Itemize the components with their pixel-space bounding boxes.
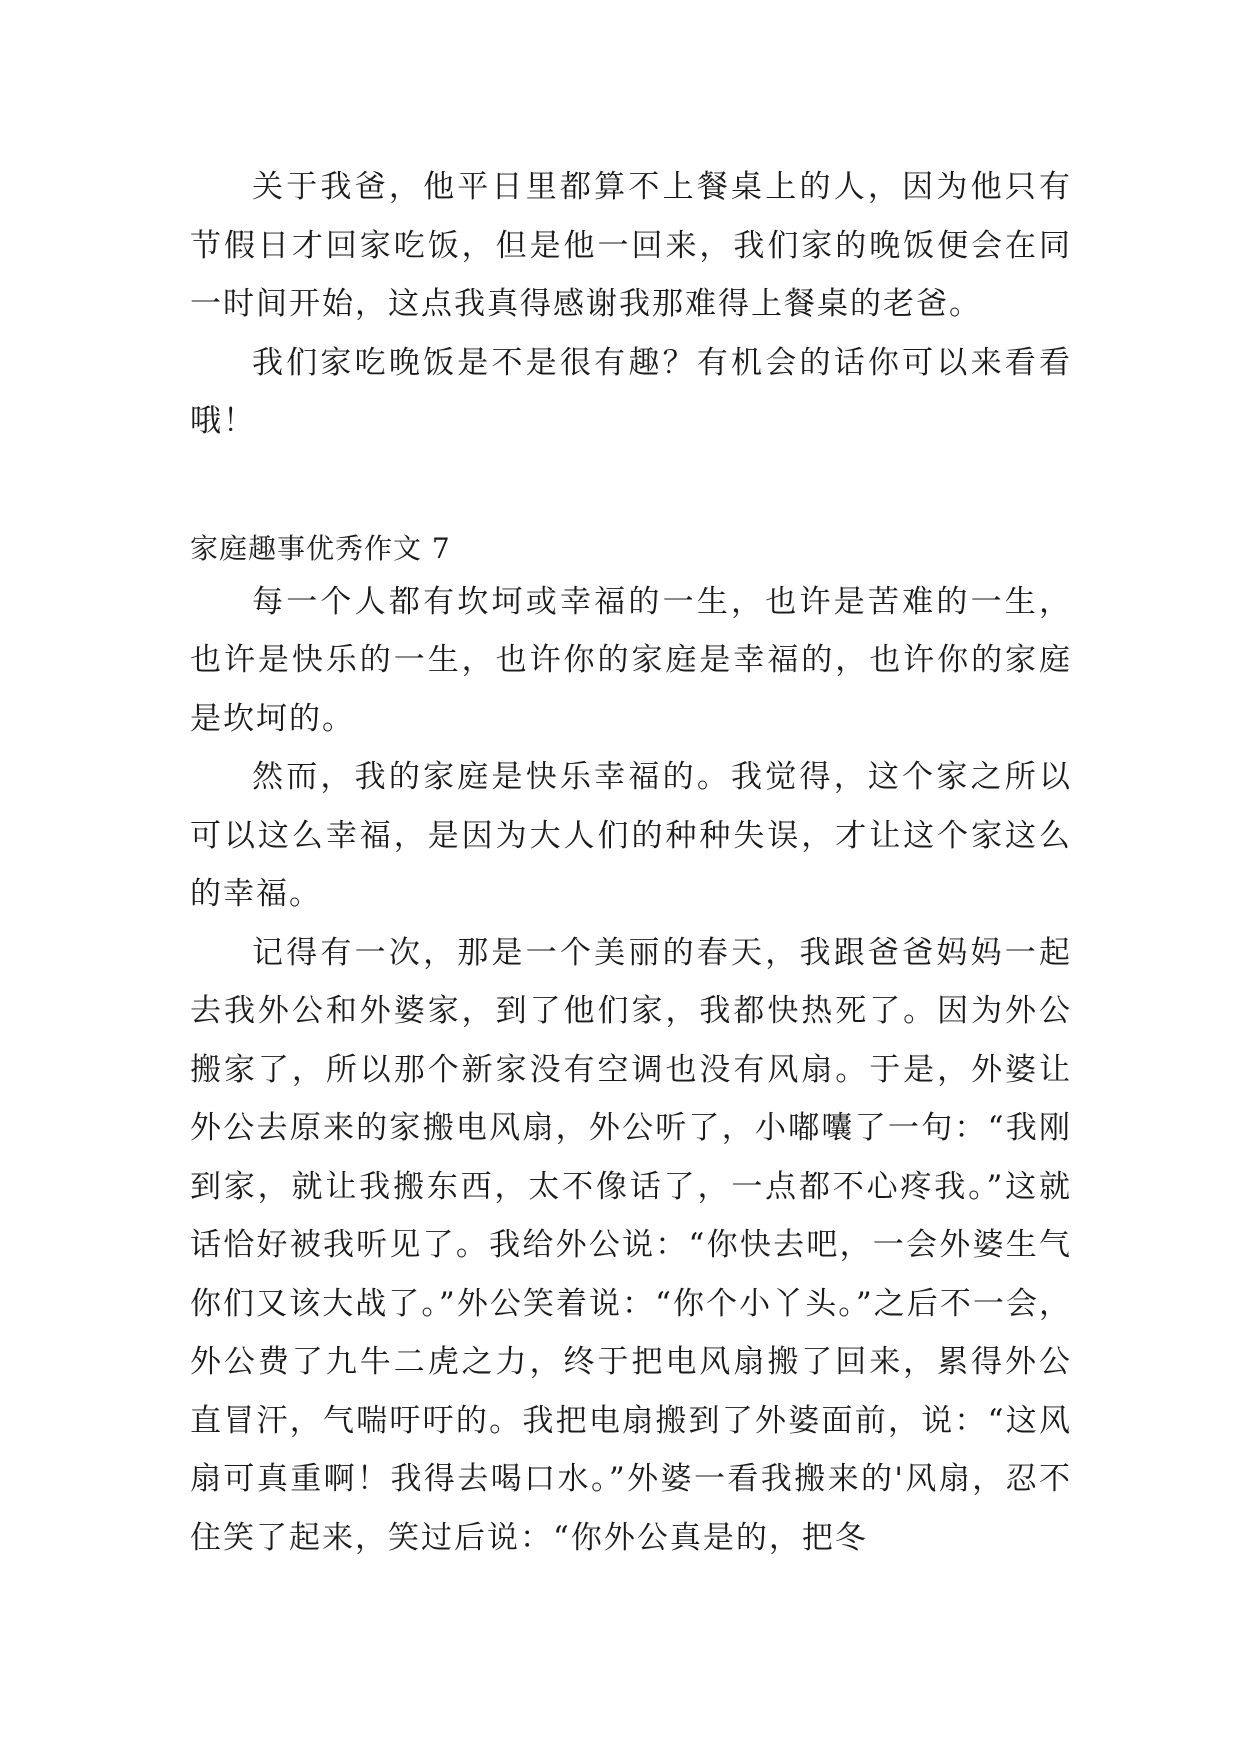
document-body	[190, 158, 1072, 1567]
section-title: 家庭趣事优秀作文 7	[190, 531, 451, 565]
paragraph-life: 每一个人都有坎坷或幸福的一生，也许是苦难的一生，也许是快乐的一生，也许你的家庭是幸福的，也许你的家庭是坎坷的。	[190, 583, 1072, 737]
paragraph-invitation: 我们家吃晚饭是不是很有趣？有机会的话你可以来看看哦！	[190, 344, 1072, 439]
paragraph-story: 记得有一次，那是一个美丽的春天，我跟爸爸妈妈一起去我外公和外婆家，到了他们家，我都快热死了。因为外公搬家了，所以那个新家没有空调也没有风扇。于是，外婆让外公去原来的家搬电风扇，外公听了，小嘟囔了一句：“我刚到家，就让我搬东西，太不像话了，一点都不心疼我。”这就话恰好被我听见了。我给外公说：“你快去吧，一会外婆生气你们又该大战了。”外公笑着说：“你个小丫头。”之后不一会，外公费了九牛二虎之力，终于把电风扇搬了回来，累得外公直冒汗，气喘吁吁的。我把电扇搬到了外婆面前，说：“这风扇可真重啊！我得去喝口水。”外婆一看我搬来的'风扇，忍不住笑了起来，笑过后说：“你外公真是的，把冬	[190, 934, 1072, 1556]
paragraph-happy-family: 然而，我的家庭是快乐幸福的。我觉得，这个家之所以可以这么幸福，是因为大人们的种种失误，才让这个家这么的幸福。	[190, 759, 1072, 912]
paragraph-father: 关于我爸，他平日里都算不上餐桌上的人，因为他只有节假日才回家吃饭，但是他一回来，我们家的晚饭便会在同一时间开始，这点我真得感谢我那难得上餐桌的老爸。	[190, 169, 1072, 322]
